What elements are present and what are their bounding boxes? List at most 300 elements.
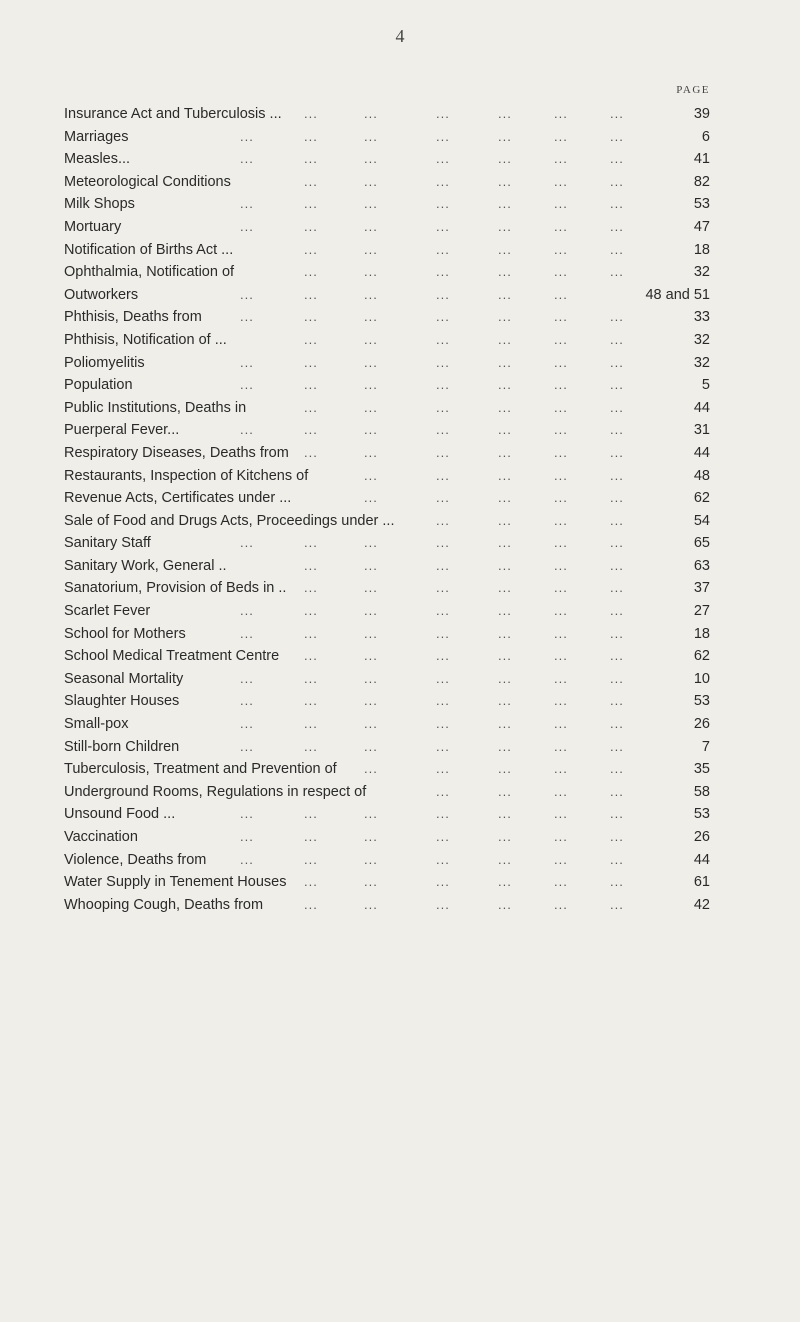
dot-leader: ... <box>240 218 254 234</box>
dot-leader: ... <box>304 874 318 890</box>
dot-leader: ... <box>610 896 624 912</box>
dot-leader: ... <box>554 467 568 483</box>
entry-title: Meteorological Conditions <box>64 173 231 190</box>
entry-title: Sale of Food and Drugs Acts, Proceedings under ... <box>64 512 395 529</box>
entry-page-number: 26 <box>693 716 710 733</box>
dot-leader: ... <box>240 738 254 754</box>
dot-leader: ... <box>610 128 624 144</box>
entry-title: Respiratory Diseases, Deaths from <box>64 444 289 461</box>
dot-leader: ... <box>304 151 318 167</box>
index-entry <box>64 690 712 713</box>
dot-leader: ... <box>436 535 450 551</box>
dot-leader: ... <box>240 693 254 709</box>
dot-leader: ... <box>554 241 568 257</box>
dot-leader: ... <box>304 286 318 302</box>
dot-leader: ... <box>364 422 378 438</box>
dot-leader: ... <box>436 512 450 528</box>
dot-leader: ... <box>498 331 512 347</box>
dot-leader: ... <box>498 422 512 438</box>
dot-leader: ... <box>240 716 254 732</box>
entry-page-number: 62 <box>693 490 710 507</box>
dot-leader: ... <box>554 128 568 144</box>
entry-title: Underground Rooms, Regulations in respect of <box>64 783 367 800</box>
dot-leader: ... <box>436 829 450 844</box>
dot-leader: ... <box>436 196 450 212</box>
dot-leader: ... <box>610 264 624 280</box>
entry-title: Sanitary Staff <box>64 535 151 552</box>
dot-leader: ... <box>364 331 378 347</box>
dot-leader: ... <box>554 377 568 393</box>
dot-leader: ... <box>498 535 512 551</box>
entry-title: Puerperal Fever... <box>64 422 180 439</box>
entry-title: Still-born Children <box>64 738 180 755</box>
index-entry <box>64 216 712 239</box>
dot-leader: ... <box>498 670 512 686</box>
entry-page-number: 33 <box>693 309 710 326</box>
dot-leader: ... <box>240 286 254 302</box>
index-entry <box>64 645 712 668</box>
dot-leader: ... <box>498 490 512 506</box>
entry-page-number: 31 <box>693 422 710 439</box>
entry-page-number: 53 <box>693 806 710 823</box>
dot-leader: ... <box>498 648 512 664</box>
entry-title: Measles... <box>64 151 131 168</box>
entry-title: School Medical Treatment Centre <box>64 648 280 665</box>
dot-leader: ... <box>304 377 318 393</box>
entry-page-number: 53 <box>693 196 710 213</box>
dot-leader: ... <box>554 896 568 912</box>
dot-leader: ... <box>610 422 624 438</box>
dot-leader: ... <box>436 874 450 890</box>
index-entry <box>64 239 712 262</box>
dot-leader: ... <box>554 851 568 867</box>
index-entry <box>64 374 712 397</box>
dot-leader: ... <box>610 580 624 596</box>
index-entry <box>64 419 712 442</box>
dot-leader: ... <box>498 218 512 234</box>
index-entry <box>64 193 712 216</box>
dot-leader: ... <box>498 738 512 754</box>
entry-page-number: 48 and 51 <box>645 286 710 303</box>
entry-title: Insurance Act and Tuberculosis ... <box>64 106 282 122</box>
dot-leader: ... <box>304 196 318 212</box>
dot-leader: ... <box>304 422 318 438</box>
dot-leader: ... <box>554 173 568 189</box>
entry-page-number: 54 <box>693 512 710 529</box>
dot-leader: ... <box>610 467 624 483</box>
dot-leader: ... <box>610 196 624 212</box>
index-entry <box>64 623 712 646</box>
page-number: 4 <box>395 26 405 46</box>
dot-leader: ... <box>498 377 512 393</box>
dot-leader: ... <box>364 286 378 302</box>
dot-leader: ... <box>498 896 512 912</box>
dot-leader: ... <box>240 806 254 822</box>
dot-leader: ... <box>364 196 378 212</box>
dot-leader: ... <box>554 603 568 619</box>
dot-leader: ... <box>364 535 378 551</box>
dot-leader: ... <box>364 896 378 912</box>
entry-page-number: 41 <box>693 151 710 168</box>
dot-leader: ... <box>610 331 624 347</box>
index-entry <box>64 306 712 329</box>
entry-page-number: 53 <box>693 693 710 710</box>
entry-page-number: 5 <box>701 377 710 394</box>
entry-page-number: 6 <box>701 128 710 145</box>
dot-leader: ... <box>610 151 624 167</box>
index-entry <box>64 781 712 804</box>
dot-leader: ... <box>304 106 318 121</box>
entry-title: Small-pox <box>64 716 129 733</box>
dot-leader: ... <box>498 151 512 167</box>
entry-page-number: 48 <box>693 467 710 484</box>
dot-leader: ... <box>498 693 512 709</box>
dot-leader: ... <box>554 670 568 686</box>
entry-title: Sanatorium, Provision of Beds in .. <box>64 580 287 597</box>
dot-leader: ... <box>364 603 378 619</box>
dot-leader: ... <box>304 444 318 460</box>
dot-leader: ... <box>436 354 450 370</box>
dot-leader: ... <box>610 535 624 551</box>
dot-leader: ... <box>436 851 450 867</box>
dot-leader: ... <box>240 309 254 325</box>
index-entry <box>64 465 712 488</box>
dot-leader: ... <box>436 603 450 619</box>
index-entry <box>64 577 712 600</box>
dot-leader: ... <box>304 218 318 234</box>
dot-leader: ... <box>240 422 254 438</box>
dot-leader: ... <box>240 535 254 551</box>
index-entry <box>64 329 712 352</box>
dot-leader: ... <box>610 648 624 664</box>
dot-leader: ... <box>364 241 378 257</box>
dot-leader: ... <box>364 128 378 144</box>
dot-leader: ... <box>498 173 512 189</box>
index-entry <box>64 284 712 307</box>
dot-leader: ... <box>554 829 568 844</box>
dot-leader: ... <box>498 874 512 890</box>
dot-leader: ... <box>436 716 450 732</box>
entry-page-number: 26 <box>693 829 710 845</box>
dot-leader: ... <box>364 874 378 890</box>
dot-leader: ... <box>498 128 512 144</box>
dot-leader: ... <box>364 829 378 844</box>
dot-leader: ... <box>436 218 450 234</box>
dot-leader: ... <box>364 354 378 370</box>
dot-leader: ... <box>436 106 450 121</box>
dot-leader: ... <box>304 896 318 912</box>
entry-page-number: 7 <box>701 738 710 755</box>
dot-leader: ... <box>498 264 512 280</box>
dot-leader: ... <box>554 218 568 234</box>
dot-leader: ... <box>498 309 512 325</box>
dot-leader: ... <box>304 264 318 280</box>
dot-leader: ... <box>554 716 568 732</box>
entry-title: Violence, Deaths from <box>64 851 207 868</box>
entry-title: Poliomyelitis <box>64 354 145 371</box>
dot-leader: ... <box>364 151 378 167</box>
dot-leader: ... <box>304 535 318 551</box>
entry-page-number: 42 <box>693 896 710 913</box>
entry-page-number: 58 <box>693 783 710 800</box>
page-column-heading: PAGE <box>676 84 710 96</box>
dot-leader: ... <box>436 173 450 189</box>
dot-leader: ... <box>436 670 450 686</box>
dot-leader: ... <box>554 196 568 212</box>
dot-leader: ... <box>304 331 318 347</box>
dot-leader: ... <box>554 693 568 709</box>
dot-leader: ... <box>554 512 568 528</box>
dot-leader: ... <box>554 580 568 596</box>
dot-leader: ... <box>364 557 378 573</box>
index-entry <box>64 510 712 533</box>
dot-leader: ... <box>240 625 254 641</box>
dot-leader: ... <box>498 286 512 302</box>
dot-leader: ... <box>498 829 512 844</box>
dot-leader: ... <box>436 309 450 325</box>
dot-leader: ... <box>554 331 568 347</box>
index-entry <box>64 555 712 578</box>
dot-leader: ... <box>304 625 318 641</box>
dot-leader: ... <box>610 512 624 528</box>
dot-leader: ... <box>304 128 318 144</box>
dot-leader: ... <box>240 151 254 167</box>
entry-title: Unsound Food ... <box>64 806 176 823</box>
dot-leader: ... <box>436 377 450 393</box>
dot-leader: ... <box>304 670 318 686</box>
dot-leader: ... <box>554 648 568 664</box>
entry-title: Ophthalmia, Notification of <box>64 264 235 281</box>
dot-leader: ... <box>610 806 624 822</box>
index-entry <box>64 352 712 375</box>
dot-leader: ... <box>364 716 378 732</box>
dot-leader: ... <box>436 896 450 912</box>
dot-leader: ... <box>610 309 624 325</box>
index-entry <box>64 148 712 171</box>
entry-page-number: 62 <box>693 648 710 665</box>
dot-leader: ... <box>364 444 378 460</box>
dot-leader: ... <box>610 444 624 460</box>
index-entry <box>64 803 712 826</box>
dot-leader: ... <box>554 422 568 438</box>
dot-leader: ... <box>436 625 450 641</box>
dot-leader: ... <box>436 580 450 596</box>
entry-title: Milk Shops <box>64 196 135 213</box>
dot-leader: ... <box>364 218 378 234</box>
dot-leader: ... <box>436 806 450 822</box>
dot-leader: ... <box>554 399 568 415</box>
entry-page-number: 32 <box>693 354 710 371</box>
entry-title: Public Institutions, Deaths in <box>64 399 247 416</box>
dot-leader: ... <box>364 467 378 483</box>
dot-leader: ... <box>498 399 512 415</box>
dot-leader: ... <box>498 354 512 370</box>
dot-leader: ... <box>364 693 378 709</box>
entry-page-number: 32 <box>693 331 710 348</box>
dot-leader: ... <box>498 783 512 799</box>
entry-title: Sanitary Work, General .. <box>64 557 227 574</box>
dot-leader: ... <box>304 693 318 709</box>
entry-page-number: 47 <box>693 218 710 235</box>
dot-leader: ... <box>240 354 254 370</box>
dot-leader: ... <box>498 106 512 121</box>
dot-leader: ... <box>610 354 624 370</box>
dot-leader: ... <box>610 557 624 573</box>
dot-leader: ... <box>364 490 378 506</box>
dot-leader: ... <box>498 512 512 528</box>
dot-leader: ... <box>498 580 512 596</box>
entry-title: Population <box>64 377 133 394</box>
dot-leader: ... <box>364 806 378 822</box>
dot-leader: ... <box>304 716 318 732</box>
index-entry <box>64 600 712 623</box>
dot-leader: ... <box>610 173 624 189</box>
dot-leader: ... <box>304 851 318 867</box>
dot-leader: ... <box>436 490 450 506</box>
entry-title: Outworkers <box>64 286 139 303</box>
dot-leader: ... <box>554 557 568 573</box>
dot-leader: ... <box>364 761 378 777</box>
dot-leader: ... <box>554 535 568 551</box>
dot-leader: ... <box>436 738 450 754</box>
dot-leader: ... <box>498 196 512 212</box>
dot-leader: ... <box>554 738 568 754</box>
dot-leader: ... <box>610 851 624 867</box>
dot-leader: ... <box>610 761 624 777</box>
entry-page-number: 44 <box>693 399 710 416</box>
dot-leader: ... <box>554 444 568 460</box>
dot-leader: ... <box>498 241 512 257</box>
entry-page-number: 65 <box>693 535 710 552</box>
entry-page-number: 63 <box>693 557 710 574</box>
dot-leader: ... <box>304 241 318 257</box>
dot-leader: ... <box>436 761 450 777</box>
index-entry <box>64 103 712 126</box>
dot-leader: ... <box>554 625 568 641</box>
dot-leader: ... <box>304 806 318 822</box>
entry-page-number: 27 <box>693 603 710 620</box>
entry-page-number: 35 <box>693 761 710 778</box>
entry-page-number: 44 <box>693 444 710 461</box>
entry-page-number: 10 <box>693 670 710 687</box>
dot-leader: ... <box>498 851 512 867</box>
entry-page-number: 32 <box>693 264 710 281</box>
entry-title: Tuberculosis, Treatment and Prevention of <box>64 761 337 778</box>
dot-leader: ... <box>364 264 378 280</box>
dot-leader: ... <box>498 716 512 732</box>
dot-leader: ... <box>240 128 254 144</box>
dot-leader: ... <box>610 625 624 641</box>
dot-leader: ... <box>610 829 624 844</box>
dot-leader: ... <box>304 309 318 325</box>
index-entry <box>64 826 712 849</box>
index-entry <box>64 894 712 917</box>
entry-page-number: 44 <box>693 851 710 868</box>
index-entry <box>64 849 712 872</box>
index-entry <box>64 736 712 759</box>
entry-page-number: 82 <box>693 173 710 190</box>
entry-title: Mortuary <box>64 218 122 235</box>
dot-leader: ... <box>498 806 512 822</box>
dot-leader: ... <box>498 444 512 460</box>
index-entry <box>64 397 712 420</box>
entry-page-number: 61 <box>693 874 710 891</box>
entry-title: Phthisis, Deaths from <box>64 309 202 326</box>
index-entry <box>64 532 712 555</box>
dot-leader: ... <box>364 580 378 596</box>
entry-title: Phthisis, Notification of ... <box>64 331 227 348</box>
dot-leader: ... <box>240 851 254 867</box>
dot-leader: ... <box>554 761 568 777</box>
entry-title: Marriages <box>64 128 129 145</box>
dot-leader: ... <box>304 399 318 415</box>
dot-leader: ... <box>436 444 450 460</box>
dot-leader: ... <box>610 603 624 619</box>
dot-leader: ... <box>436 399 450 415</box>
dot-leader: ... <box>436 557 450 573</box>
dot-leader: ... <box>436 151 450 167</box>
dot-leader: ... <box>304 354 318 370</box>
dot-leader: ... <box>498 761 512 777</box>
dot-leader: ... <box>554 490 568 506</box>
dot-leader: ... <box>436 648 450 664</box>
dot-leader: ... <box>610 399 624 415</box>
dot-leader: ... <box>610 377 624 393</box>
dot-leader: ... <box>554 874 568 890</box>
dot-leader: ... <box>610 874 624 890</box>
dot-leader: ... <box>554 354 568 370</box>
dot-leader: ... <box>364 377 378 393</box>
dot-leader: ... <box>240 670 254 686</box>
dot-leader: ... <box>610 106 624 121</box>
dot-leader: ... <box>554 286 568 302</box>
dot-leader: ... <box>364 670 378 686</box>
dot-leader: ... <box>436 693 450 709</box>
entry-title: Vaccination <box>64 829 138 845</box>
index-entry <box>64 487 712 510</box>
entry-page-number: 18 <box>693 241 710 258</box>
dot-leader: ... <box>240 829 254 844</box>
dot-leader: ... <box>240 377 254 393</box>
entry-title: Seasonal Mortality <box>64 670 184 687</box>
dot-leader: ... <box>610 241 624 257</box>
entry-title: Revenue Acts, Certificates under ... <box>64 490 292 507</box>
dot-leader: ... <box>304 829 318 844</box>
entry-title: Scarlet Fever <box>64 603 151 620</box>
dot-leader: ... <box>436 286 450 302</box>
index-list <box>64 103 712 916</box>
index-entry <box>64 126 712 149</box>
index-entry <box>64 758 712 781</box>
dot-leader: ... <box>364 625 378 641</box>
dot-leader: ... <box>610 670 624 686</box>
dot-leader: ... <box>610 738 624 754</box>
entry-title: Whooping Cough, Deaths from <box>64 896 264 913</box>
dot-leader: ... <box>498 603 512 619</box>
dot-leader: ... <box>304 603 318 619</box>
dot-leader: ... <box>364 106 378 121</box>
dot-leader: ... <box>610 490 624 506</box>
dot-leader: ... <box>610 218 624 234</box>
dot-leader: ... <box>364 851 378 867</box>
entry-title: Water Supply in Tenement Houses <box>64 874 287 891</box>
dot-leader: ... <box>436 422 450 438</box>
dot-leader: ... <box>610 783 624 799</box>
dot-leader: ... <box>554 806 568 822</box>
dot-leader: ... <box>304 648 318 664</box>
dot-leader: ... <box>554 106 568 121</box>
dot-leader: ... <box>498 557 512 573</box>
